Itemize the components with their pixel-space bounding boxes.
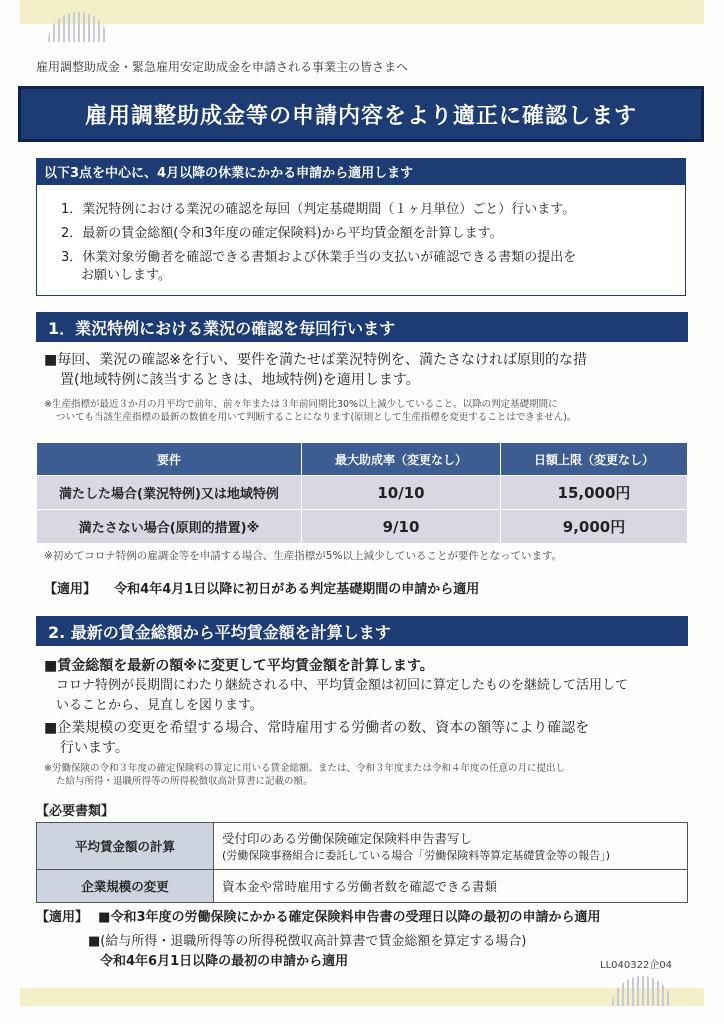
section1-bullet-line1: ■毎回、業況の確認※を行い、要件を満たせば業況特例を、満たさなければ原則的な措 (44, 352, 587, 368)
section2-bullet2 (44, 718, 684, 758)
section2-body-line1: コロナ特例が長期間にわたり継続される中、平均賃金額は初回に算定したものを継続して活用して (56, 678, 629, 693)
doc-name: 企業規模の変更 (37, 870, 214, 903)
section1-note2: ※初めてコロナ特例の雇調金等を申請する場合、生産指標が5%以上減少していることが要件となっています。 (44, 550, 563, 562)
doc-desc-line1: 受付印のある労働保険確定保険料申告書写し (222, 831, 473, 846)
subsidy-table (36, 442, 688, 544)
bottom-decor-band (20, 988, 704, 1006)
table-row (37, 823, 688, 870)
page-title: 雇用調整助成金等の申請内容をより適正に確認します (18, 86, 704, 142)
point-3: 3．休業対象労働者を確認できる書類および休業手当の支払いが確認できる書類の提出を (61, 250, 577, 265)
apply-line3: 令和4年6月1日以降の最初の申請から適用 (100, 954, 349, 969)
section2-apply (36, 906, 601, 925)
point-2: 2．最新の賃金総額(令和3年度の確定保険料)から平均賃金額を計算します。 (61, 226, 503, 241)
apply-line2: ■(給与所得・退職所得等の所得税徴収高計算書で賃金総額を算定する場合) (88, 934, 527, 949)
table-cell-limit: 9,000円 (501, 510, 688, 544)
top-decor-band (20, 0, 704, 24)
section2-note (44, 762, 684, 788)
three-points-box (36, 184, 686, 296)
table-cell-limit: 15,000円 (501, 476, 688, 510)
table-cell-requirement: 満たした場合(業況特例)又は地域特例 (37, 476, 302, 510)
section1-note (44, 398, 684, 424)
section2-heading: 2. 最新の賃金総額から平均賃金額を計算します (36, 616, 688, 646)
apply-tag: 【適用】 (44, 582, 97, 597)
section2-note-line2: た給与所得・退職所得等の所得税徴収高計算書に記載の額。 (56, 776, 313, 787)
intro-text: 雇用調整助成金・緊急雇用安定助成金を申請される事業主の皆さまへ (36, 60, 409, 74)
bottom-decor-arc (612, 976, 672, 1006)
table-row (37, 870, 688, 903)
table-cell-rate: 9/10 (302, 510, 501, 544)
section2-bullet1 (44, 656, 684, 716)
section2-bullet2-line1: ■企業規模の変更を希望する場合、常時雇用する労働者の数、資本の額等により確認を (44, 720, 590, 736)
section2-body-line2: いることから、見直しを図ります。 (56, 698, 263, 713)
point-3-cont: お願いします。 (81, 268, 171, 283)
doc-desc-line2: (労働保険事務組合に委託している場合「労働保険料等算定基礎賃金等の報告」) (222, 849, 611, 862)
table-cell-requirement: 満たさない場合(原則的措置)※ (37, 510, 302, 544)
section1-note-line2: ついても当該生産指標の最新の数値を用いて判断することになります(原則として生産指標を変更することはできません)。 (56, 412, 577, 423)
apply-line1: ■令和3年度の労働保険にかかる確定保険料申告書の受理日以降の最初の申請から適用 (98, 910, 601, 925)
table-row (37, 510, 688, 544)
section2-bullet1-line: ■賃金総額を最新の額※に変更して平均賃金額を計算します。 (44, 658, 434, 674)
section2-bullet2-line2: 行います。 (60, 740, 129, 756)
doc-desc (214, 823, 688, 870)
table-row (37, 476, 688, 510)
doc-desc: 資本金や常時雇用する労働者数を確認できる書類 (214, 870, 688, 903)
document-code: LL040322企04 (600, 960, 673, 971)
section1-bullet-line2: 置(地域特例に該当するときは、地域特例)を適用します。 (60, 372, 420, 388)
doc-name: 平均賃金額の計算 (37, 823, 214, 870)
section2-note-line1: ※労働保険の令和３年度の確定保険料の算定に用いる賃金総額。または、令和３年度または令和４年度の任意の月に提出し (44, 763, 565, 774)
section1-note-line1: ※生産指標が最近３か月の月平均で前年、前々年または３年前同期比30%以上減少していること。以降の判定基礎期間に (44, 399, 558, 410)
apply-text: 令和4年4月1日以降に初日がある判定基礎期間の申請から適用 (114, 582, 480, 597)
section1-apply (44, 578, 479, 597)
three-points-heading: 以下3点を中心に、4月以降の休業にかかる申請から適用します (36, 158, 686, 184)
table-header-row (37, 443, 688, 476)
table-header: 日額上限（変更なし） (501, 443, 688, 476)
docs-label: 【必要書類】 (36, 804, 115, 819)
apply-tag: 【適用】 (36, 910, 89, 925)
table-header: 最大助成率（変更なし） (302, 443, 501, 476)
point-1: 1．業況特例における業況の確認を毎回（判定基礎期間（１ヶ月単位）ごと）行います。 (61, 202, 576, 217)
table-header: 要件 (37, 443, 302, 476)
table-cell-rate: 10/10 (302, 476, 501, 510)
required-docs-table (36, 822, 688, 903)
section1-bullet (44, 350, 684, 390)
section1-heading: 1．業況特例における業況の確認を毎回行います (36, 312, 688, 342)
